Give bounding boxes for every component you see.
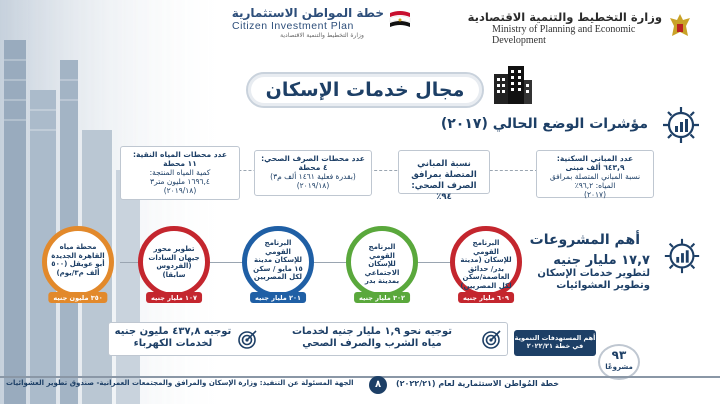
ministry-name-english-line2: Development [492,35,546,46]
status-text: (بقدرة فعلية ١٤٦١ ألف م٣) [270,172,356,181]
plan-title-arabic: خطة المواطن الاستثمارية [231,6,384,20]
target-text: توجيه نحو ١,٩ مليار جنيه لخدمات [291,326,453,337]
project-circle [138,226,210,302]
project-title: تطوير محور جيهان السادات (الفردوس سابقا) [148,245,200,279]
egypt-flag-icon [388,10,412,30]
development-targets-badge [514,330,596,356]
footer-divider [0,376,720,378]
status-text: كمية المياه المنتجة: [149,168,211,177]
project-cost: ٣٠٢ مليار جنيه [354,292,410,303]
status-box-sewage-connection [398,150,490,202]
ministry-header [467,10,692,46]
ministry-name-arabic: وزارة التخطيط والتنمية الاقتصادية [467,10,662,24]
status-box-residential-buildings [536,150,654,198]
project-title: البرنامج القومي للإسكان (مدينة بدر/ حدائق العاصمة/سكن لكل المصريين) [460,239,512,290]
status-text: عدد المباني السكنية: [556,154,634,163]
project-title: البرنامج القومي للإسكان مدينة ١٥ مايو / سكن لكل المصريين [253,239,303,281]
projects-total-text: لتطوير خدمات الإسكان [537,268,650,279]
status-text: عدد محطات المياه النقية: [132,150,228,159]
target-icon [481,330,501,350]
project-circle [346,226,418,302]
current-status-heading: مؤشرات الوضع الحالي (٢٠١٧) [440,116,648,132]
gear-chart-icon [662,236,702,276]
project-circle [242,226,314,302]
plan-logo [232,6,412,39]
status-box-water-stations [120,146,240,200]
gear-chart-icon [660,104,702,146]
footer-plan-title: خطة المُواطن الاستثمارية لعام (٢٠٢٢/٢١) [396,379,559,388]
projects-total-amount: ١٧,٧ مليار جنيه [553,253,650,268]
status-text: نسبة المباني المتصلة بمرافق المياه: ٩٦,٢٪ [549,172,641,190]
status-text: (٢٠١٧) [584,190,606,199]
projects-heading: أهم المشروعات [529,232,640,248]
status-text: ٤ محطة [298,163,328,172]
project-title: محطة مياه القاهرة الجديدة أبو عويقل (٥٠٠ ألف م٣/يوم) [51,243,105,277]
status-text: عدد محطات الصرف الصحي: [261,154,365,163]
projects-count-label: مشروعًا [605,363,633,371]
project-cost: ٣٥٠ مليون جنيه [48,292,107,303]
egypt-eagle-emblem-icon [668,12,692,40]
footer-responsible-entity: الجهة المسئولة عن التنفيذ: وزارة الإسكان والمرافق والمجتمعات العمرانية- صندوق تطوير العشوائيات [6,379,354,387]
projects-count: ٩٣ [611,348,627,362]
projects-count-badge [598,344,640,380]
project-cost: ١٠٧ مليار جنيه [146,292,202,303]
status-box-sewage-stations [254,150,372,196]
plan-title-english: Citizen Investment Plan [232,20,354,32]
status-text: (٢٠١٩/١٨) [296,181,330,190]
target-icon [237,330,257,350]
target-text: توجيه ٤٣٧,٨ مليون جنيه [114,326,232,337]
targets-box [108,322,508,356]
status-text: ٦٤٣,٩ ألف مبنى [565,163,625,172]
project-circle [450,226,522,302]
apartment-building-icon [490,64,534,104]
target-text: لخدمات الكهرباء [133,338,213,349]
status-text: الصرف الصحي: ٩٤٪ [411,181,477,202]
target-text: مياه الشرب والصرف الصحي [302,338,442,349]
project-circle [42,226,114,302]
projects-total-text: وتطوير العشوائيات [556,280,650,291]
target-badge-text: أهم المستهدفات التنموية [514,334,596,342]
page-title [246,72,484,108]
projects-total [537,254,650,292]
status-text: (٢٠١٩/١٨) [163,186,197,195]
project-title: البرنامج القومي للإسكان الاجتماعي بمدينة بدر [364,243,400,285]
status-text: ١١ محطة [163,159,197,168]
target-badge-text: في خطة ٢٠٢٢/٢١ [526,342,584,350]
target-electricity [113,326,233,350]
plan-subtitle: وزارة التخطيط والتنمية الاقتصادية [280,32,364,39]
target-water-sewage [269,326,475,350]
ministry-name-english-line1: Ministry of Planning and Economic [492,24,636,35]
status-text: ١٦٩٦,٤ مليون متر٣ [150,177,210,186]
project-cost: ٦٠٩ مليار جنيه [458,292,514,303]
project-cost: ٢٠١ مليار جنيه [250,292,306,303]
status-text: نسبة المباني المتصلة بمرافق [411,159,477,180]
page-title-text: مجال خدمات الإسكان [265,79,465,101]
page-number: ٨ [369,376,387,394]
